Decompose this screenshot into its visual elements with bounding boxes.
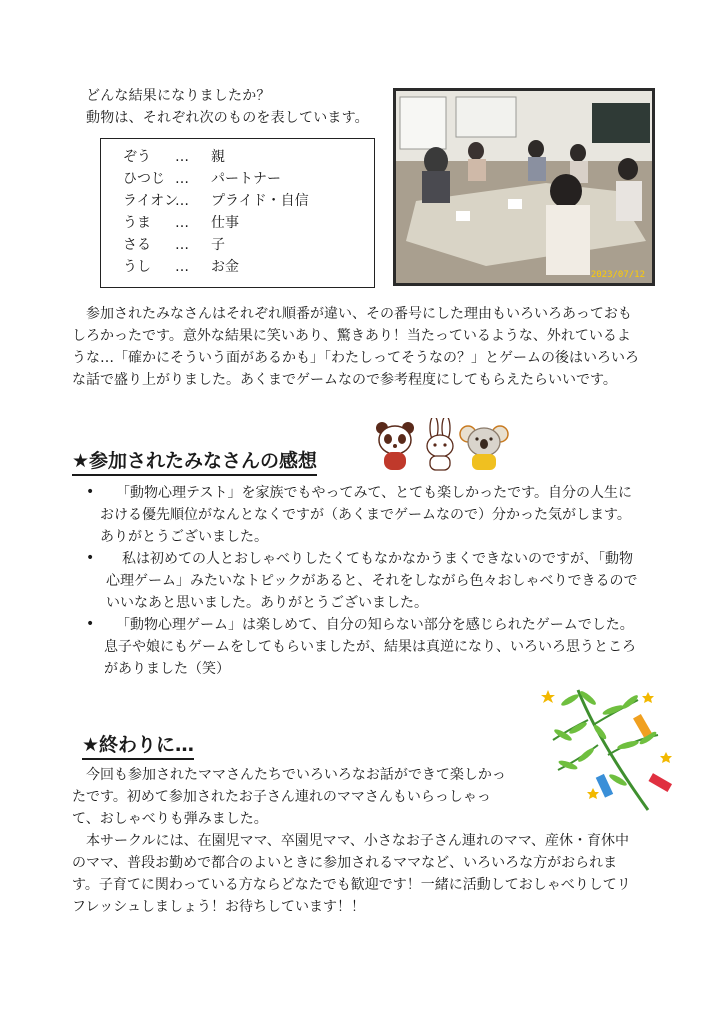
classroom-photo-illustration: [396, 91, 652, 283]
animal-meaning: 親: [211, 149, 225, 165]
ellipsis: …: [175, 215, 189, 231]
impression-line: 「動物心理ゲーム」は楽しめて、自分の知らない部分を感じられたゲームでした。: [116, 617, 634, 633]
closing-line: す。子育てに関わっている方ならどなたでも歓迎です！一緒に活動しておしゃべりしてリ: [72, 877, 631, 893]
animal-meaning: お金: [211, 259, 239, 275]
animal-name: ライオン: [123, 193, 179, 209]
ellipsis: …: [175, 149, 189, 165]
closing-line: のママ、普段お勤めで都合のよいときに参加されるママなど、いろいろな方がおられま: [72, 855, 618, 871]
animal-meaning: 子: [211, 237, 225, 253]
animal-name: ひつじ: [123, 171, 165, 187]
closing-heading: ★終わりに…: [82, 730, 194, 757]
impression-line: がありました（笑）: [104, 661, 230, 677]
intro-explanation: 動物は、それぞれ次のものを表しています。: [86, 110, 369, 126]
closing-line: 今回も参加されたママさんたちでいろいろなお話ができて楽しかっ: [86, 767, 506, 783]
impression-line: 私は初めての人とおしゃべりしたくてもなかなかうまくできないのですが、「動物: [122, 551, 633, 567]
result-paragraph-line: うな…「確かにそういう面があるかも」「わたしってそうなの？」とゲームの後はいろいろ: [72, 350, 639, 366]
impression-line: 心理ゲーム」みたいなトピックがあると、それをしながら色々おしゃべりできるので: [106, 573, 638, 589]
result-paragraph-line: 参加されたみなさんはそれぞれ順番が違い、その番号にした理由もいろいろあっておも: [86, 306, 632, 322]
animal-name: うま: [123, 215, 151, 231]
ellipsis: …: [175, 193, 189, 209]
impressions-heading: ★参加されたみなさんの感想: [72, 446, 317, 473]
ellipsis: …: [175, 237, 189, 253]
animal-name: うし: [123, 259, 151, 275]
impression-line: おける優先順位がなんとなくですが（あくまでゲームなので）分かった気がします。: [100, 507, 631, 523]
impression-line: 「動物心理テスト」を家族でもやってみて、とても楽しかったです。自分の人生に: [116, 485, 633, 501]
animal-meaning: 仕事: [211, 215, 239, 231]
closing-line: 本サークルには、在園児ママ、卒園児ママ、小さなお子さん連れのママ、産休・育休中: [86, 833, 630, 849]
rabbit-icon: [427, 418, 453, 470]
koala-icon: [460, 426, 508, 470]
ellipsis: …: [175, 171, 189, 187]
animal-meaning: パートナー: [211, 171, 281, 187]
animal-illustrations: [372, 418, 512, 474]
tanabata-bamboo-icon: [538, 680, 678, 820]
closing-line: て、おしゃべりも弾みました。: [72, 811, 268, 827]
closing-line: たです。初めて参加されたお子さん連れのママさんもいらっしゃっ: [72, 789, 491, 805]
result-paragraph-line: しろかったです。意外な結果に笑いあり、驚きあり！当たっているような、外れているよ: [72, 328, 631, 344]
bullet-mark: •: [86, 616, 95, 632]
bullet-mark: •: [86, 550, 95, 566]
result-paragraph-line: な話で盛り上がりました。あくまでゲームなので参考程度にしてもらえたらいいです。: [72, 372, 617, 388]
impression-line: 息子や娘にもゲームをしてもらいましたが、結果は真逆になり、いろいろ思うところ: [104, 639, 636, 655]
impression-line: いいなあと思いました。ありがとうございました。: [106, 595, 428, 611]
bullet-mark: •: [86, 484, 95, 500]
intro-question: どんな結果になりましたか？: [86, 88, 271, 104]
photo-date-stamp: 2023/07/12: [590, 270, 645, 280]
closing-line: フレッシュしましょう！お待ちしています！！: [72, 899, 366, 915]
panda-icon: [376, 422, 414, 470]
animal-name: さる: [123, 237, 151, 253]
ellipsis: …: [175, 259, 189, 275]
meeting-photo: [393, 88, 655, 286]
animal-meaning-box: [100, 138, 375, 288]
animal-name: ぞう: [123, 149, 151, 165]
impression-line: ありがとうございました。: [100, 529, 268, 545]
animal-meaning: プライド・自信: [211, 193, 309, 209]
